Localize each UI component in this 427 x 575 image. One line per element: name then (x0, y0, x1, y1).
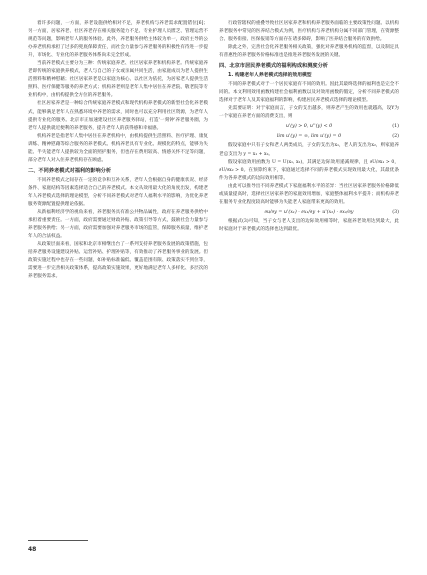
paragraph: 假设家庭效用函数为 U = U(x₁, x₂)，其满足边际效用递减规律，且 ∂U/∂x₁ > 0，∂U/∂x₂ > 0。在预算约束下，家庭通过选择不同的养老模式实现效用最大化，其最优条件为各养老模式的边际效用相等。 (219, 159, 399, 181)
paragraph: 行政管辖权的重叠导致社区居家养老和机构养老服务面临的主要政策性问题。以机构养老服务中常见的医养结合模式为例，医疗机构与养老机构分属不同部门管理，在资源整合、服务衔接、医保报销等方面存在诸多障碍，影响了医养结合服务的有效供给。 (219, 21, 399, 43)
equation-body: u'(y) > 0, u''(y) < 0 (285, 124, 333, 130)
equation-body: ∂u/∂y = u'(x₁) · ∂x₁/∂y + u'(x₂) · ∂x₂/∂y (264, 209, 354, 215)
paragraph: 社区居家养老是一种综合传统家庭养老模式和现代机构养老模式的新型社会化养老模式，能够满足老年人在熟悉环境中养老的需求，同时也可以充分利用社区资源，为老年人提供专业化的服务。北京市正加速建设社区养老服务驿站，打造'一刻钟'养老服务圈，为老年人提供就近便利的养老服务，提升老年人的获得感和幸福感。 (28, 101, 208, 131)
paragraph: 假设家庭中只有子女和老人两类成员，子女的支出为x₁，老人的支出为x₂，则家庭养老总支出为 y = x₁ + x₂。 (219, 143, 399, 157)
footer-rule (28, 540, 88, 541)
page-number: 48 (28, 546, 37, 553)
equation-number: (2) (392, 134, 399, 140)
equation (219, 208, 399, 217)
paragraph: 从政策层面来看，国家和北京市相继出台了一系列支持养老服务发展的政策措施，包括养老服务设施建设补贴、运营补贴、护理补贴等，有效推动了养老服务事业的发展。但政策实施过程中也存在一些问题，如补贴标准偏低、覆盖范围有限、政策落实不到位等，需要进一步完善相关政策体系，提高政策实施效果，更好地满足老年人多样化、多层次的养老服务需求。 (28, 242, 208, 280)
paragraph: 先需要证明：对于家庭而言，子女的支出越多，则养老产生的效用也就越高，设Y为一个家庭在养老方面的消费支出，则 (219, 106, 399, 120)
section-heading: 四、北京市居民养老模式的福利构成和测度分析 (219, 63, 328, 70)
equation-number: (3) (392, 209, 399, 215)
equation-number: (1) (392, 124, 399, 130)
paragraph: 机构养老是指老年人集中居住在养老机构中，由机构提供生活照料、医疗护理、康复训练、精神慰藉等综合服务的养老模式。机构养老具有专业化、规模化的特点，能够为失能、半失能老年人提供较为全面的照护服务，但也存在费用较高、情感关怀不足等问题，部分老年人对入住养老机构存在顾虑。 (28, 133, 208, 163)
right-column (219, 20, 399, 234)
equation (219, 132, 399, 141)
paragraph: 不同养老模式之间存在一定的竞争和互补关系，老年人会根据自身的健康状况、经济条件、家庭结构等因素选择适合自己的养老模式。本文从效用最大化的角度出发，构建老年人养老模式选择的理论模型，分析不同养老模式对老年人福利水平的影响，为优化养老服务资源配置提供理论依据。 (28, 177, 208, 207)
paragraph: 当前养老模式主要分为三种：传统家庭养老、社区居家养老和机构养老。传统家庭养老即传统的家庭供养模式，老人与自己的子女或亲属共同生活，由家庭成员为老人提供生活照料和精神慰藉；社区居家养老是以家庭为核心、以社区为依托，为居家老人提供生活照料、医疗保健等服务的养老方式；机构养老则是老年人集中居住在养老院、敬老院等专业机构中，由机构提供全方位的养老服务。 (28, 61, 208, 99)
left-column (28, 20, 208, 281)
paragraph: 着许多问题，一方面，养老设施供给相对不足，养老机构与养老需求配置错位[6]；另一方面，居家养老、社区养老存在相关服务能力不足、专业护理人员匮乏、管理运营不规范等问题，影响老年人的服务体验。此外，养老服务供给主体较为单一，政府主导的公办养老机构承担了过多的兜底保障责任，而社会力量参与养老服务的积极性有待进一步提升，市场化、专业化的养老服务体系尚未完全形成。 (28, 21, 208, 59)
paragraph: 从新福利经济学的视角来看，养老服务具有准公共物品属性，政府在养老服务供给中承担着重要责任。一方面，政府需要通过财政补贴、政策引导等方式，鼓励社会力量参与养老服务供给；另一方面，政府需要加强对养老服务市场的监管，保障服务质量，维护老年人的合法权益。 (28, 210, 208, 240)
equation (219, 122, 399, 131)
paragraph: 根据式(3)可知，当子女与老人支出的边际效用相等时，家庭养老效用达到最大，此时家庭对于养老模式的选择也达到最优。 (219, 218, 399, 232)
paragraph: 由此可以推导出不同养老模式下家庭福利水平的差异：当社区居家养老服务价格降低或质量提高时，选择社区居家养老的家庭效用增加，家庭整体福利水平提升；而机构养老在服务专业化程度较高时能够为失能老人家庭带来更高的效用。 (219, 183, 399, 205)
paragraph: 除此之外，完善社会化养老服务相关政策，强化对养老服务机构的监督，以及制定具有普惠性的养老服务价格标准也是推进养老服务发展的关键。 (219, 45, 399, 59)
subsection-heading: 1. 构建老年人养老模式选择的效用模型 (228, 73, 312, 79)
paragraph: 不同的养老模式对于一个居民家庭有不同的效用。因此其最终选择的福利也是完全不同的。本文利用效用函数构建社会福利函数以及对效用函数的假定，分析不同养老模式的选择对于老年人及其家庭福利的影响，构建居民养老模式选择的理论模型。 (219, 82, 399, 104)
section-heading: 二、不同养老模式对福利的影响分析 (28, 167, 112, 174)
equation-body: lim u'(y) = ∞, lim u'(y) = 0 (276, 134, 342, 140)
